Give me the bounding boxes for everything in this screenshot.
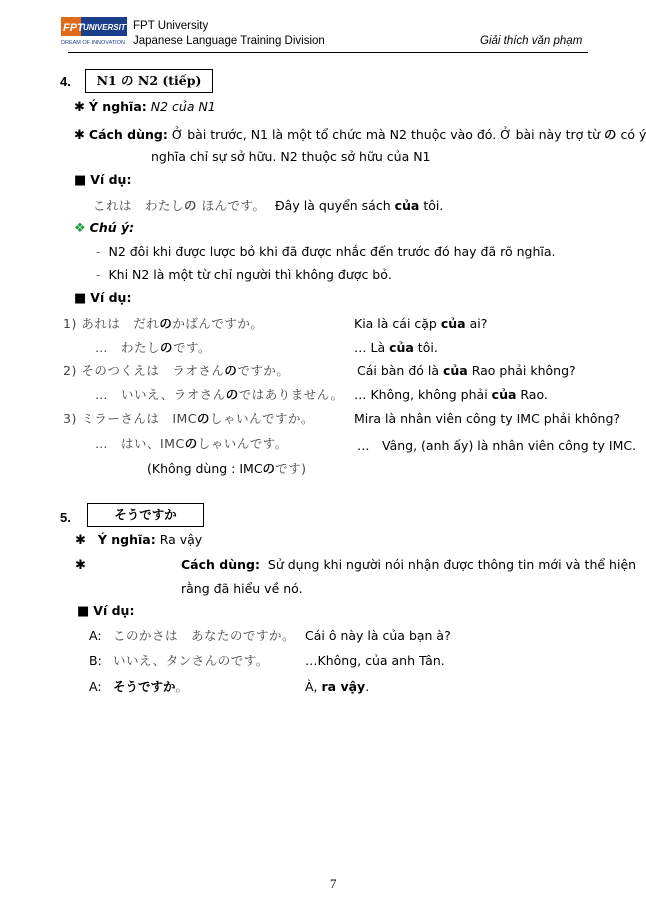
section-4-title-box: N1 の N2 (tiếp) <box>85 69 213 93</box>
dialog-1-speaker: A: <box>89 628 102 643</box>
ex-1-question-vi <box>354 316 487 331</box>
s5-example-label-row <box>77 603 134 619</box>
ex-3-number: 3) <box>63 411 77 426</box>
ex-3-a-jp-b: の <box>184 436 198 451</box>
ex-3-answer-jp <box>95 434 288 452</box>
s5-usage-label: Cách dùng: <box>181 557 260 572</box>
org-division: Japanese Language Training Division <box>133 35 325 47</box>
ex-1-q-vi-b: của <box>440 316 466 331</box>
svg-text:UNIVERSITY: UNIVERSITY <box>83 23 132 32</box>
asterisk-icon: ✱ <box>75 558 86 573</box>
ex-1-number: 1) <box>63 316 77 331</box>
ex-2-q-vi-c: Rao phải không? <box>467 363 576 378</box>
section-5-number: 5. <box>60 510 71 525</box>
example-vi <box>275 198 443 213</box>
ex-3-question-vi: Mira là nhân viên công ty IMC phải không? <box>354 411 621 426</box>
example-vi-bold: của <box>394 198 420 213</box>
dialog-1-jp: このかさは あなたのですか。 <box>113 628 296 643</box>
ex-3-question-jp <box>63 409 314 427</box>
usage-text-line2: nghĩa chỉ sự sở hữu. N2 thuộc sở hữu của N1 <box>151 149 431 164</box>
usage-text: Ở bài trước, N1 là một tổ chức mà N2 thuộc vào đó. Ở bài này trợ từ <box>171 127 601 142</box>
dialog-2-jp: いいえ、タンさんのです。 <box>113 653 269 668</box>
s5-meaning-row <box>75 532 202 548</box>
ex-2-question-vi <box>357 363 576 378</box>
asterisk-icon: ✱ <box>75 533 86 548</box>
fpt-university-logo <box>61 17 132 47</box>
dialog-3-jp-bold: そうですか <box>113 679 176 694</box>
org-name: FPT University <box>133 20 209 32</box>
ex-2-q-vi-a: Cái bàn đó là <box>357 363 443 378</box>
svg-text:DREAM OF INNOVATION: DREAM OF INNOVATION <box>61 40 125 46</box>
square-icon: ■ <box>77 604 90 619</box>
usage-row <box>74 125 646 143</box>
ex-1-question-jp <box>63 314 263 332</box>
meaning-label: Ý nghĩa: <box>88 99 147 114</box>
example-jp-tail: ほんです。 <box>197 198 266 213</box>
ex-1-q-vi-c: ai? <box>465 316 488 331</box>
ex-2-q-jp-b: の <box>224 363 238 378</box>
ex-2-a-jp-c: ではありません。 <box>238 387 344 402</box>
example-jp-particle: の <box>184 198 198 213</box>
ex-2-a-vi-b: của <box>491 387 517 402</box>
ex-3-q-jp-a: ミラーさんは IMC <box>81 411 198 426</box>
dialog-3-vi <box>305 679 369 694</box>
header-divider <box>68 52 588 53</box>
diamond-icon: ❖ <box>74 221 86 236</box>
ex-1-q-jp-a: あれは だれ <box>81 316 160 331</box>
note-item-2-text: Khi N2 là một từ chỉ người thì không được bỏ. <box>108 267 392 282</box>
ex-2-answer-vi <box>354 387 548 402</box>
ex-1-answer-jp <box>95 338 211 356</box>
example-jp <box>93 196 266 214</box>
ex-2-a-vi-a: … Không, không phải <box>354 387 492 402</box>
asterisk-icon: ✱ <box>74 100 85 115</box>
svg-text:FPT: FPT <box>63 22 84 34</box>
s5-usage-text: Sử dụng khi người nói nhận được thông tin mới và thể hiện <box>267 557 637 572</box>
section-title: Giải thích văn phạm <box>480 35 583 47</box>
s5-usage-row <box>181 557 636 572</box>
meaning-value: N2 của N1 <box>150 99 216 114</box>
s5-meaning-label: Ý nghĩa: <box>97 532 156 547</box>
ex-1-a-jp-b: の <box>160 340 174 355</box>
ex-1-a-vi-c: tôi. <box>413 340 438 355</box>
example-label: Ví dụ: <box>90 172 132 187</box>
dialog-3-vi-a: À, <box>305 679 322 694</box>
ex-2-q-jp-c: ですか。 <box>237 363 290 378</box>
ex-3-note-c: です) <box>275 461 307 476</box>
dialog-2-vi: …Không, của anh Tân. <box>305 653 445 668</box>
dialog-3-vi-c: . <box>365 679 370 694</box>
s5-meaning-value: Ra vậy <box>159 532 203 547</box>
ex-2-q-jp-a: そのつくえは ラオさん <box>81 363 225 378</box>
square-icon: ■ <box>74 173 87 188</box>
ex-1-a-vi-a: … Là <box>354 340 390 355</box>
ex-2-question-jp <box>63 361 289 379</box>
usage-particle: の <box>604 127 617 142</box>
example-label-row <box>74 172 131 188</box>
ex-3-q-jp-b: の <box>197 411 211 426</box>
example-jp-text: これは わたし <box>93 198 185 213</box>
note-item-1: - N2 đôi khi được lược bỏ khi đã được nhắc đến trước đó hay đã rõ nghĩa. <box>96 244 556 259</box>
dialog-3-jp-tail: 。 <box>175 679 189 694</box>
ex-1-q-jp-b: の <box>159 316 173 331</box>
usage-text-end: có ý <box>620 127 646 142</box>
ex-1-q-vi-a: Kia là cái cặp <box>354 316 441 331</box>
ex-2-q-vi-b: của <box>443 363 468 378</box>
ex-1-a-jp-a: … わたし <box>95 340 161 355</box>
ex-3-a-jp-a: … はい、IMC <box>95 436 185 451</box>
example-vi-text: Đây là quyển sách <box>275 198 395 213</box>
dialog-1-vi: Cái ô này là của bạn à? <box>305 628 451 643</box>
s5-usage-text-line2: rằng đã hiểu về nó. <box>181 581 303 596</box>
ex-2-a-vi-c: Rao. <box>516 387 548 402</box>
note-label: Chú ý: <box>89 220 135 235</box>
ex-3-answer-vi: … Vâng, (anh ấy) là nhân viên công ty IMC. <box>357 438 637 453</box>
ex-1-q-jp-c: かばんですか。 <box>172 316 264 331</box>
page-number: 7 <box>330 876 337 891</box>
note-row <box>74 220 134 236</box>
ex-1-answer-vi <box>354 340 438 355</box>
dialog-3-speaker: A: <box>89 679 102 694</box>
ex-3-note-a: (Không dùng : IMC <box>147 461 263 476</box>
ex-2-a-jp-b: の <box>225 387 239 402</box>
square-icon: ■ <box>74 291 87 306</box>
usage-label: Cách dùng: <box>88 127 168 142</box>
ex-3-q-jp-c: しゃいんですか。 <box>210 411 315 426</box>
ex-2-a-jp-a: … いいえ、ラオさん <box>95 387 226 402</box>
example2-label-row <box>74 290 131 306</box>
asterisk-icon: ✱ <box>74 128 85 143</box>
meaning-row <box>74 99 216 115</box>
dialog-2-speaker: B: <box>89 653 102 668</box>
ex-2-number: 2) <box>63 363 77 378</box>
s5-example-label: Ví dụ: <box>93 603 135 618</box>
ex-3-a-jp-c: しゃいんです。 <box>197 436 288 451</box>
ex-2-answer-jp <box>95 385 344 403</box>
section-5-title-box: そうですか <box>87 503 204 527</box>
ex-1-a-vi-b: của <box>389 340 414 355</box>
s5-usage-bullet <box>75 557 86 573</box>
example-vi-tail: tôi. <box>419 198 444 213</box>
ex-3-note-b: の <box>262 461 276 476</box>
example2-label: Ví dụ: <box>90 290 132 305</box>
dialog-3-vi-b: ra vậy <box>321 679 366 694</box>
note-item-2: - Khi N2 là một từ chỉ người thì không được bỏ. <box>96 267 392 282</box>
dialog-3-jp <box>113 677 189 695</box>
ex-3-note <box>147 459 306 477</box>
ex-1-a-jp-c: です。 <box>173 340 212 355</box>
note-item-1-text: N2 đôi khi được lược bỏ khi đã được nhắc đến trước đó hay đã rõ nghĩa. <box>108 244 556 259</box>
section-4-number: 4. <box>60 74 71 89</box>
